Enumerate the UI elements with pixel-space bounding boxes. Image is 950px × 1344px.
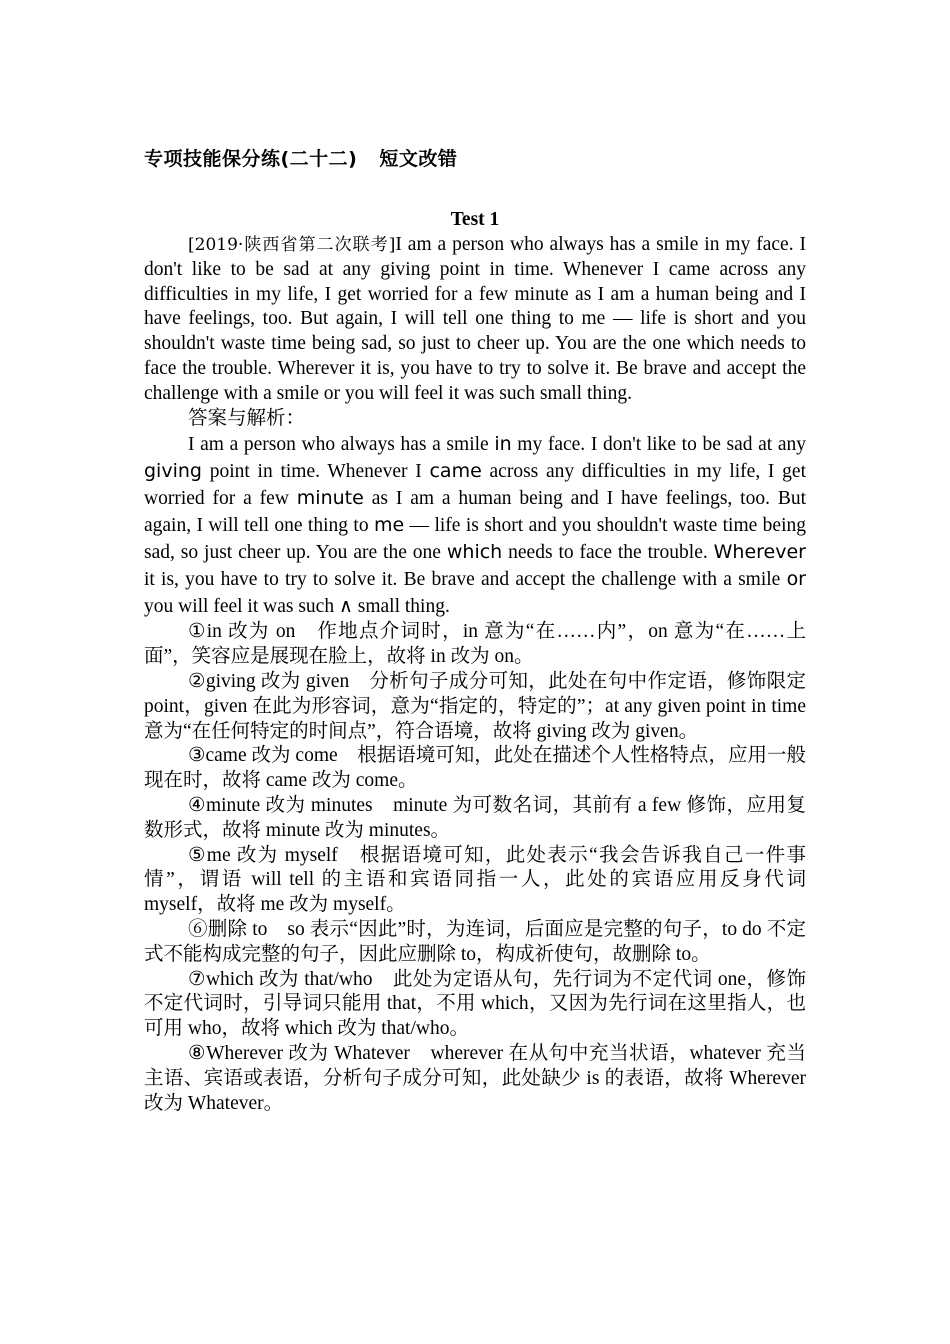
answer-text: as I am a human being and I have feelings, too. But again, I will tell one thing to (144, 488, 807, 537)
passage-text: I am a person who always has a smile in my face. I don't like to be sad at any giving point in time. Whenever I came across any difficulties in my life, I get worried for a few minute as I am a human being and I have feelings, too. But again, I will tell one thing to me — life is short and you shouldn't waste time being sad, so just to cheer up. You are the one which needs to face the trouble. Wherever it is, you have to try to solve it. Be brave and accept the challenge with a smile or you will feel it was such small thing. (144, 234, 806, 404)
answer-text: needs to face the trouble. (502, 542, 714, 564)
test-heading: Test 1 (450, 209, 500, 230)
document-title (144, 144, 457, 171)
marked-word-5: me (373, 514, 405, 537)
explanation-1: ①in 改为 on 作地点介词时，in 意为“在……内”，on 意为“在……上面”，笑容应是展现在脸上，故将 in 改为 on。 (144, 621, 806, 668)
marked-word-4: minute (296, 487, 364, 510)
marked-word-2: giving (144, 460, 202, 483)
explanation-7: ⑦which 改为 that/who 此处为定语从句，先行词为不定代词 one，修饰不定代词时，引导词只能用 that，不用 which，又因为先行词在这里指人，也可用 who，故将 which 改为 that/who。 (144, 968, 806, 1040)
answer-text: it is, you have to try to solve it. Be brave and accept the challenge with a smile (144, 569, 787, 591)
marked-word-7: Wherever (713, 541, 806, 564)
explanation-2: ②giving 改为 given 分析句子成分可知，此处在句中作定语，修饰限定 point，given 在此为形容词，意为“指定的，特定的”；at any given point in time 意为“在任何特定的时间点”，符合语境，故将 giving 改为 given。 (144, 670, 806, 742)
explanation-5: ⑤me 改为 myself 根据语境可知，此处表示“我会告诉我自己一件事情”，谓语 will tell 的主语和宾语同指一人，此处的宾语应用反身代词 myself，故将 me 改为 myself。 (144, 844, 806, 916)
marked-word-1: in (494, 433, 512, 456)
source-label: [2019·陕西省第二次联考] (188, 235, 396, 255)
insert-mark: ∧ (338, 595, 353, 618)
marked-word-6: which (446, 541, 503, 564)
explanation-3: ③came 改为 come 根据语境可知，此处在描述个人性格特点，应用一般现在时，故将 came 改为 come。 (144, 745, 806, 792)
explanation-6: ⑥删除 to so 表示“因此”时，为连词，后面应是完整的句子，to do 不定式不能构成完整的句子，因此应删除 to，构成祈使句，故删除 to。 (144, 918, 806, 965)
document-body (144, 206, 806, 1116)
answer-text: small thing. (352, 596, 450, 618)
answer-text: my face. I don't like to be sad at any (511, 434, 806, 456)
marked-word-3: came (429, 460, 482, 483)
title-main: 专项技能保分练(二十二) (144, 148, 358, 170)
answer-text: across any difficulties in my life, I get worried for a few (144, 461, 806, 510)
answer-label: 答案与解析： (188, 407, 306, 429)
answer-text: point in time. Whenever I (201, 461, 430, 483)
answer-text: you will feel it was such (144, 596, 339, 618)
passage-paragraph (144, 233, 806, 407)
corrected-passage (144, 431, 806, 620)
answer-text: I am a person who always has a smile (188, 434, 495, 456)
explanation-8: ⑧Wherever 改为 Whatever wherever 在从句中充当状语，whatever 充当主语、宾语或表语，分析句子成分可知，此处缺少 is 的表语，故将 Wherever 改为 Whatever。 (144, 1042, 806, 1114)
explanation-4: ④minute 改为 minutes minute 为可数名词，其前有 a few 修饰，应用复数形式，故将 minute 改为 minutes。 (144, 794, 806, 841)
marked-word-8: or (786, 568, 806, 591)
answer-text: — life is short and you shouldn't waste time being sad, so just cheer up. You are the one (144, 515, 807, 564)
title-sub: 短文改错 (379, 148, 458, 170)
